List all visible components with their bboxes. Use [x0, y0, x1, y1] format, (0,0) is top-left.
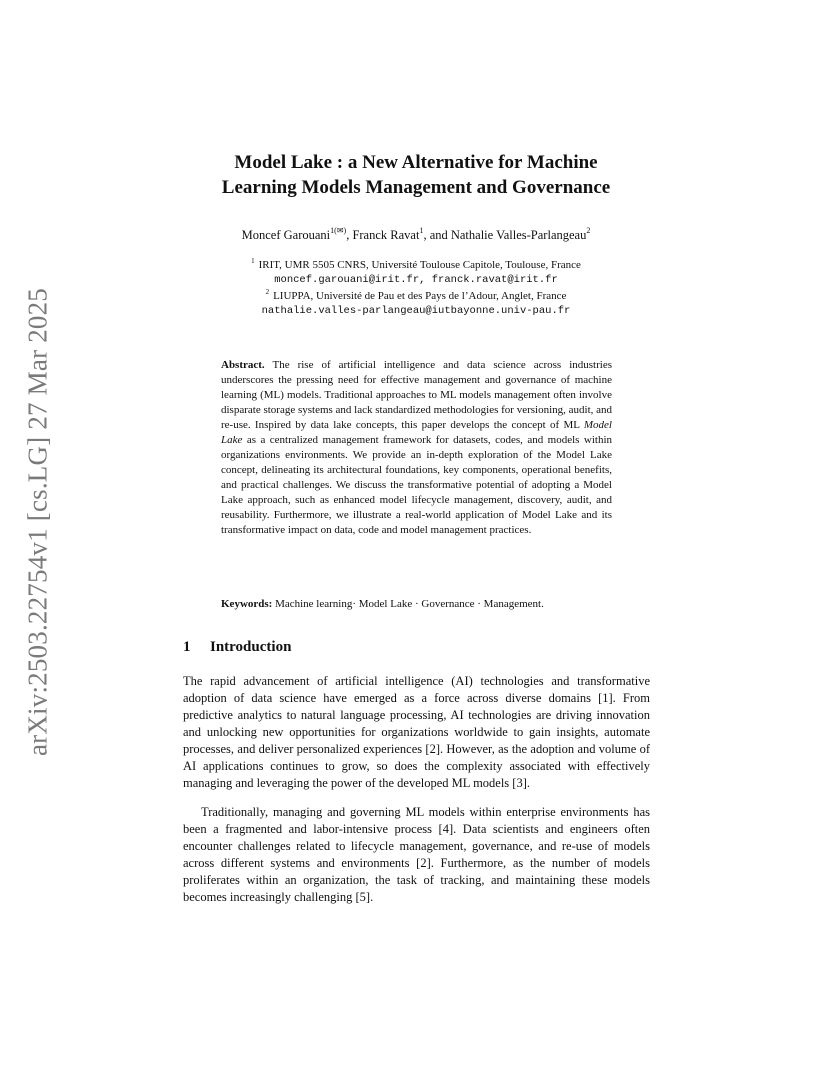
author-2-affil-mark: 1 [419, 226, 424, 235]
paper-title-line-1: Model Lake : a New Alternative for Machine [234, 152, 598, 173]
paper-title-line-2: Learning Models Management and Governance [221, 177, 611, 198]
abstract-text-italic: Model Lake [221, 419, 612, 446]
abstract-text-part-2: as a centralized management framework for datasets, codes, and models within organizations environments. We provide an in-depth exploration of the Model Lake concept, delineating its architectural foundations, key components, operational benefits, and practical challenges. We discuss the transformative potential of adopting a Model Lake approach, such as enhanced model lifecycle management, discovery, audit, and reusability. Furthermore, we illustrate a real-world application of Model Lake and its transformative impact on data, code and model management practices. [221, 434, 612, 536]
author-2-name: Franck Ravat [352, 228, 420, 242]
affiliation-1 [150, 258, 682, 288]
author-list: Moncef Garouani$^{1(✉)}$, Franck Ravat$^1$, and Nathalie Valles-Parlangeau$^2$ [241, 226, 591, 242]
keywords-label: Keywords: [221, 598, 273, 610]
keywords [221, 597, 621, 612]
arxiv-identifier-stamp [18, 282, 58, 762]
affiliation-1-text: IRIT, UMR 5505 CNRS, Université Toulouse Capitole, Toulouse, France [258, 259, 581, 271]
keywords-text: Machine learning· Model Lake · Governance · Management. [272, 598, 544, 610]
affiliation-2-number: 2 [265, 288, 270, 296]
section-number: 1 [183, 639, 191, 655]
arxiv-identifier-text: arXiv:2503.22754v1 [cs.LG] 27 Mar 2025 [22, 287, 53, 757]
author-1-name: Moncef Garouani [241, 228, 331, 242]
affiliation-2-email: nathalie.valles-parlangeau@iutbayonne.univ-pau.fr [261, 305, 571, 317]
section-title: Introduction [210, 639, 292, 655]
author-3-name: and Nathalie Valles-Parlangeau [429, 228, 587, 242]
affiliation-1-email: moncef.garouani@irit.fr, franck.ravat@irit.fr [274, 274, 558, 286]
section-heading-introduction [183, 639, 291, 656]
affiliation-1-number: 1 [251, 257, 255, 265]
paper-title [150, 150, 682, 200]
author-1-affil-mark: 1(✉) [330, 226, 347, 235]
abstract-label: Abstract. [221, 359, 265, 371]
affiliation-2 [150, 289, 682, 319]
abstract [221, 358, 612, 538]
author-3-affil-mark: 2 [586, 226, 591, 235]
intro-paragraph-1: The rapid advancement of artificial intelligence (AI) technologies and transformative adoption of data science have emerged as a force across diverse domains [1]. From predictive analytics to natural language processing, AI technologies are driving innovation and unlocking new opportunities for organizations worldwide to gain insights, automate processes, and deliver personalized experiences [2]. However, as the adoption and volume of AI applications continues to grow, so does the complexity associated with effectively managing and leveraging the power of the developed ML models [3]. [183, 674, 650, 790]
affiliation-2-text: LIUPPA, Université de Pau et des Pays de l’Adour, Anglet, France [273, 290, 567, 302]
intro-paragraph-2: Traditionally, managing and governing ML models within enterprise environments has been a fragmented and labor-intensive process [4]. Data scientists and engineers often encounter challenges related to lifecycle management, governance, and re-use of models across different systems and environments [2]. Furthermore, as the number of models proliferates within an organization, the task of tracking, and maintaining these models becomes increasingly challenging [5]. [183, 805, 650, 904]
abstract-text-part-1: The rise of artificial intelligence and data science across industries underscores the pressing need for effective management and governance of machine learning (ML) models. Traditional approaches to ML models management often involve disparate storage systems and lack standardized methodologies for versioning, audit, and re-use. Inspired by data lake concepts, this paper develops the concept of ML [221, 359, 613, 431]
